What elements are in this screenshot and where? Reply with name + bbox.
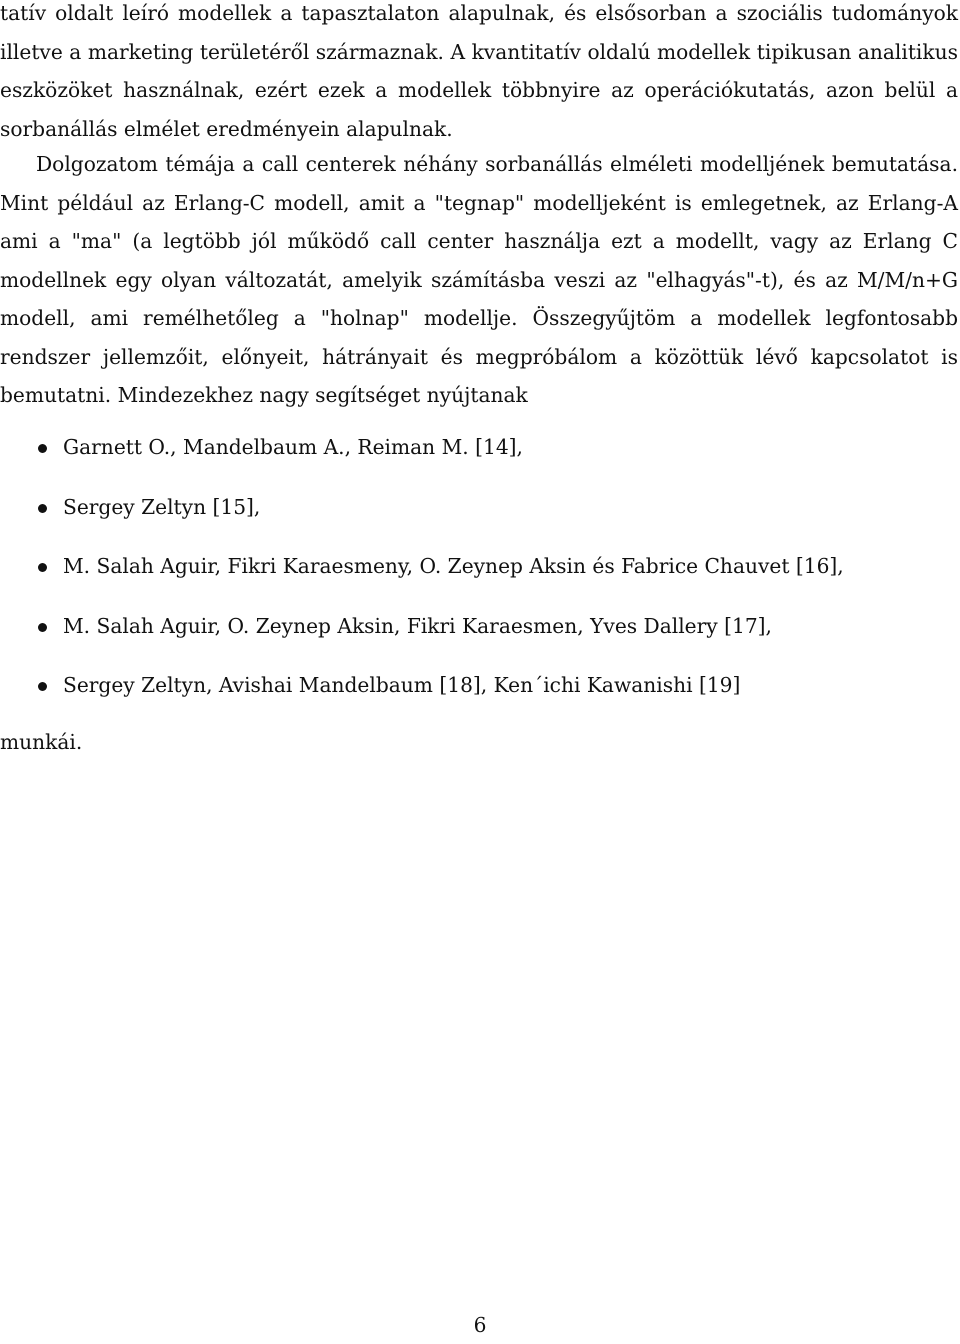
- list-item-text: M. Salah Aguir, Fikri Karaesmeny, O. Zeynep Aksin és Fabrice Chauvet [16],: [63, 554, 844, 578]
- bullet-icon: [38, 682, 47, 691]
- bullet-icon: [38, 504, 47, 513]
- topic-paragraph: Dolgozatom témája a call centerek néhány sorbanállás elméleti modelljének bemutatása. Mint például az Erlang-C modell, amit a "tegnap" modelljeként is emlegetnek, az Erlang-A ami a "ma" (a legtöbb jól működő call center használja ezt a modellt, vagy az Erlang C modellnek egy olyan változatát, amelyik számításba veszi az "elhagyás"-t), és az M/M/n+G modell, ami remélhetőleg a "holnap" modellje. Összegyűjtöm a modellek legfontosabb rendszer jellemzőit, előnyeit, hátrányait és megpróbálom a közöttük lévő kapcsolatot is bemutatni. Mindezekhez nagy segítséget nyújtanak: [0, 152, 958, 407]
- bullet-icon: [38, 444, 47, 453]
- list-item-text: M. Salah Aguir, O. Zeynep Aksin, Fikri Karaesmen, Yves Dallery [17],: [63, 613, 772, 638]
- closing-text: munkái.: [0, 730, 83, 754]
- list-item: [0, 488, 958, 548]
- list-item: [0, 666, 958, 726]
- list-item-text: Sergey Zeltyn, Avishai Mandelbaum [18], Ken´ichi Kawanishi [19]: [63, 673, 741, 697]
- intro-paragraph: tatív oldalt leíró modellek a tapasztalaton alapulnak, és elsősorban a szociális tudományok illetve a marketing területéről származnak. A kvantitatív oldalú modellek tipikusan analitikus eszközöket használnak, ezért ezek a modellek többnyire az operációkutatás, azon belül a sorbanállás elmélet eredményein alapulnak.: [0, 1, 958, 141]
- list-item: [0, 547, 958, 607]
- list-item-text: Sergey Zeltyn [15],: [63, 494, 261, 519]
- list-item: [0, 607, 958, 667]
- reference-list: [0, 428, 958, 726]
- page-number: 6: [473, 1313, 487, 1337]
- list-item-text: Garnett O., Mandelbaum A., Reiman M. [14],: [63, 435, 523, 459]
- bullet-icon: [38, 623, 47, 632]
- bullet-icon: [38, 563, 47, 572]
- list-item: [0, 428, 958, 488]
